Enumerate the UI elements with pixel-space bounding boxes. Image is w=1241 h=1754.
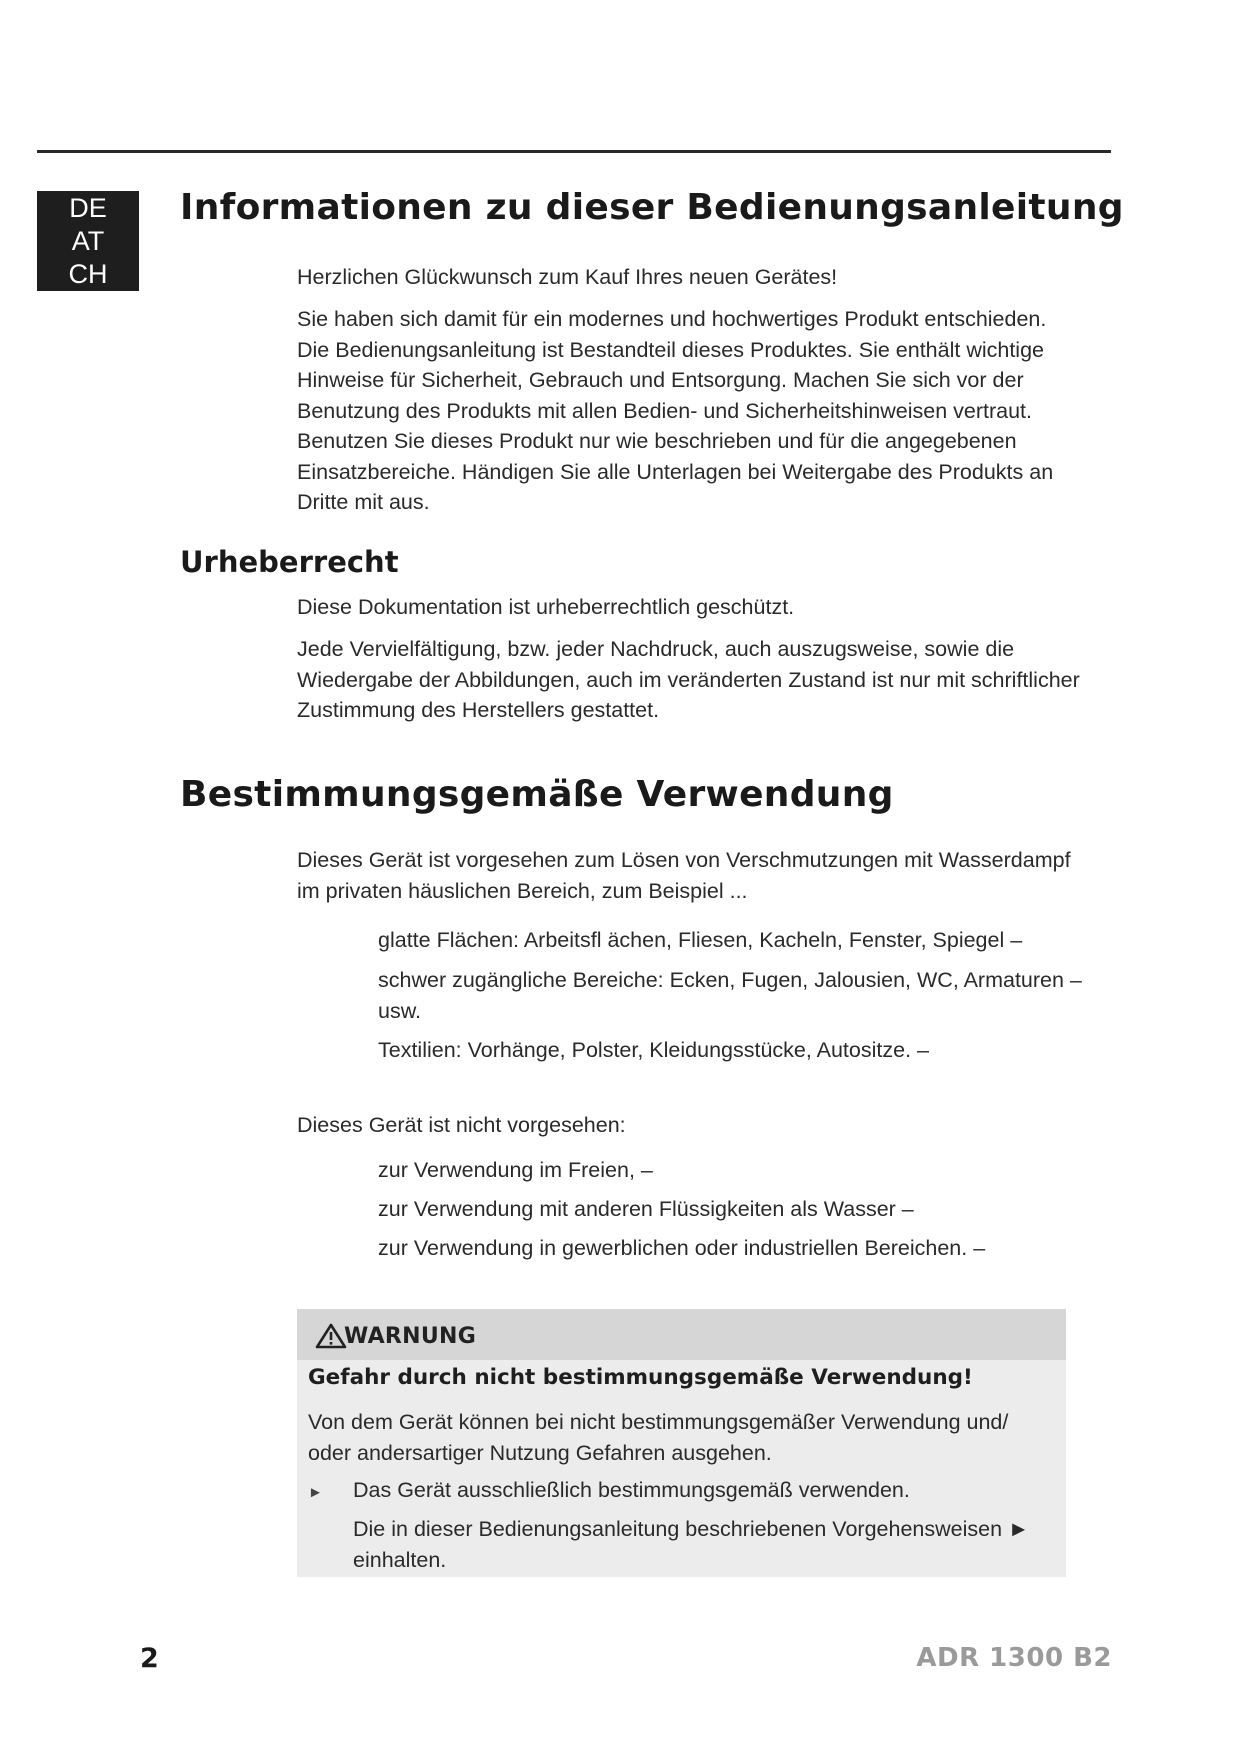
list-item (378, 925, 1022, 956)
list-item: zur Verwendung mit anderen Flüssigkeiten als Wasser – (378, 1197, 914, 1221)
warning-bullet-line: Die in dieser Bedienungsanleitung beschriebenen Vorgehensweisen ► (353, 1517, 1030, 1541)
page-number: 2 (140, 1643, 159, 1674)
copyright-para-line: Wiedergabe der Abbildungen, auch im veränderten Zustand ist nur mit schriftlicher (297, 667, 1080, 692)
usage-intro-line: Dieses Gerät ist vorgesehen zum Lösen von Verschmutzungen mit Wasserdampf (297, 848, 1071, 872)
heading-information: Informationen zu dieser Bedienungsanleitung (180, 187, 1124, 228)
heading-usage: Bestimmungsgemäße Verwendung (180, 774, 894, 815)
intro-line: Benutzen Sie dieses Produkt nur wie beschrieben und für die angegebenen (297, 429, 1017, 453)
model-name: ADR 1300 B2 (916, 1643, 1112, 1673)
warning-subtitle: Gefahr durch nicht bestimmungsgemäße Verwendung! (308, 1365, 973, 1390)
lang-ch: CH (68, 259, 108, 289)
intro-line: Dritte mit aus. (297, 490, 430, 514)
intro-line: Benutzung des Produkts mit allen Bedien- und Sicherheitshinweisen vertraut. (297, 398, 1032, 423)
lang-at: AT (71, 226, 105, 256)
usage-intro (297, 845, 1071, 906)
list-item: zur Verwendung im Freien, – (378, 1158, 653, 1182)
list-item-line: usw. (378, 998, 422, 1023)
list-item-line: Textilien: Vorhänge, Polster, Kleidungsstücke, Autositze. – (378, 1038, 929, 1062)
intro-line: Die Bedienungsanleitung ist Bestandteil dieses Produktes. Sie enthält wichtige (297, 337, 1044, 362)
warning-text (308, 1407, 1008, 1468)
warning-text-line: oder andersartiger Nutzung Gefahren ausgehen. (308, 1440, 772, 1465)
lang-de: DE (69, 193, 107, 223)
greeting-text: Herzlichen Glückwunsch zum Kauf Ihres neuen Gerätes! (297, 265, 838, 289)
copyright-paragraph (297, 634, 1080, 726)
intro-line: Sie haben sich damit für ein modernes und hochwertiges Produkt entschieden. (297, 307, 1047, 331)
warning-text-line: Von dem Gerät können bei nicht bestimmungsgemäßer Verwendung und/ (308, 1410, 1009, 1434)
copyright-para-line: Jede Vervielfältigung, bzw. jeder Nachdruck, auch auszugsweise, sowie die (297, 637, 1015, 661)
list-item: zur Verwendung in gewerblichen oder industriellen Bereichen. – (378, 1236, 986, 1260)
bullet-arrow-icon: ► (308, 1484, 323, 1501)
warning-box (297, 1309, 1066, 1577)
warning-triangle-icon (315, 1323, 347, 1349)
intro-line: Hinweise für Sicherheit, Gebrauch und Entsorgung. Machen Sie sich vor der (297, 368, 1024, 392)
warning-label: WARNUNG (344, 1323, 477, 1349)
list-item (378, 965, 1082, 1026)
copyright-para-line: Zustimmung des Herstellers gestattet. (297, 698, 660, 722)
top-divider (37, 150, 1111, 153)
usage-intro-line: im privaten häuslichen Bereich, zum Beispiel ... (297, 878, 748, 903)
intro-paragraph (297, 304, 1053, 518)
copyright-line: Diese Dokumentation ist urheberrechtlich geschützt. (297, 595, 795, 619)
not-intended-label: Dieses Gerät ist nicht vorgesehen: (297, 1113, 626, 1137)
warning-bullet-text (353, 1514, 1029, 1575)
intro-line: Einsatzbereiche. Händigen Sie alle Unterlagen bei Weitergabe des Produkts an (297, 459, 1054, 484)
warning-bullet-text: Das Gerät ausschließlich bestimmungsgemäß verwenden. (353, 1478, 910, 1502)
warning-header (297, 1309, 1066, 1360)
list-item-line: schwer zugängliche Bereiche: Ecken, Fugen, Jalousien, WC, Armaturen – (378, 968, 1082, 992)
language-tab (37, 191, 139, 291)
list-item-line: glatte Flächen: Arbeitsfl ächen, Fliesen, Kacheln, Fenster, Spiegel – (378, 928, 1023, 952)
heading-copyright: Urheberrecht (180, 545, 399, 579)
list-item (378, 1035, 929, 1066)
warning-title (315, 1323, 476, 1349)
warning-bullet (308, 1475, 910, 1509)
warning-bullet-line: einhalten. (353, 1547, 447, 1572)
